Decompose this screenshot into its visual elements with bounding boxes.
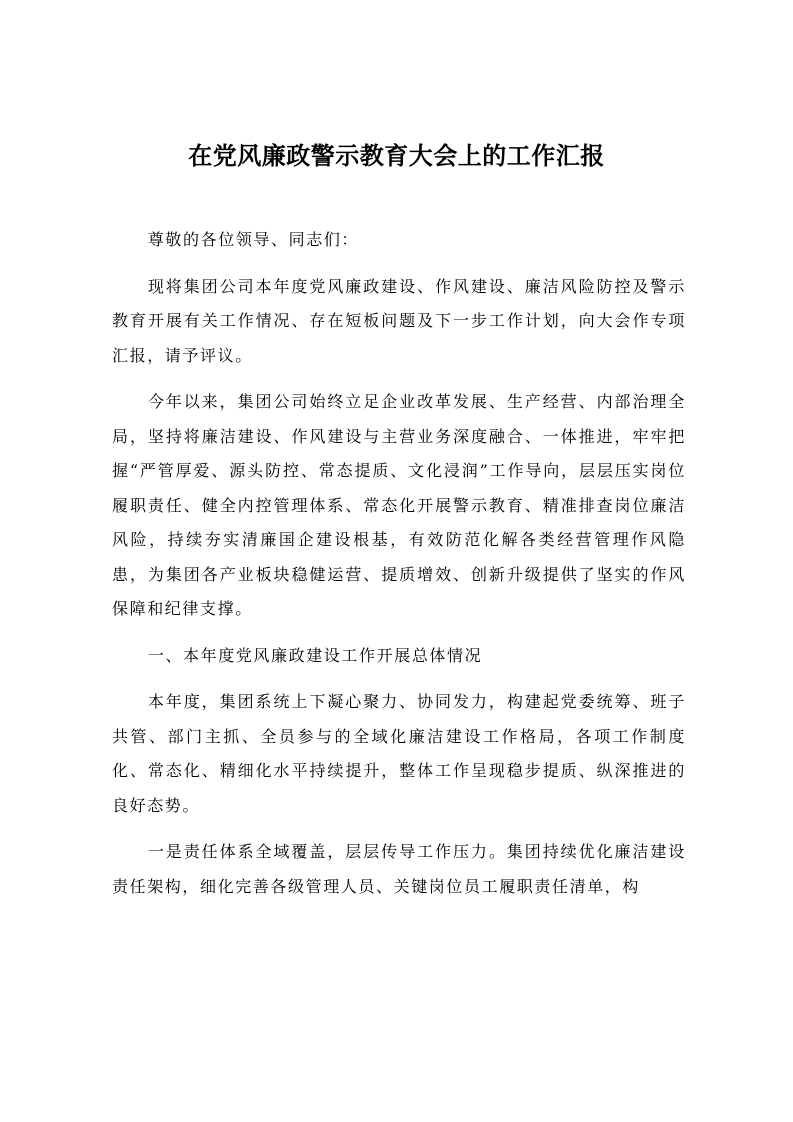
section-heading-1: 一、本年度党风廉政建设工作开展总体情况 [147,645,483,665]
salutation-paragraph: 尊敬的各位领导、同志们： [147,230,360,249]
intro-paragraph: 现将集团公司本年度党风廉政建设、作风建设、廉洁风险防控及警示教育开展有关工作情况、存在短板问题及下一步工作计划，向大会作专项汇报，请予评议。 [112,276,686,365]
overview-paragraph: 今年以来，集团公司始终立足企业改革发展、生产经营、内部治理全局，坚持将廉洁建设、作风建设与主营业务深度融合、一体推进，牢牢把握“严管厚爱、源头防控、常态提质、文化浸润”工作导向，层层压实岗位履职责任、健全内控管理体系、常态化开展警示教育、精准排查岗位廉洁风险，持续夯实清廉国企建设根基，有效防范化解各类经营管理作风隐患，为集团各产业板块稳健运营、提质增效、创新升级提供了坚实的作风保障和纪律支撑。 [112,392,686,618]
section-1-paragraph: 本年度，集团系统上下凝心聚力、协同发力，构建起党委统筹、班子共管、部门主抓、全员参与的全域化廉洁建设工作格局，各项工作制度化、常态化、精细化水平持续提升，整体工作呈现稳步提质、纵深推进的良好态势。 [112,692,686,815]
responsibility-paragraph: 一是责任体系全域覆盖，层层传导工作压力。集团持续优化廉洁建设责任架构，细化完善各级管理人员、关键岗位员工履职责任清单，构 [112,842,686,896]
document-body [112,223,686,916]
document-title: 在党风廉政警示教育大会上的工作汇报 [188,142,605,170]
